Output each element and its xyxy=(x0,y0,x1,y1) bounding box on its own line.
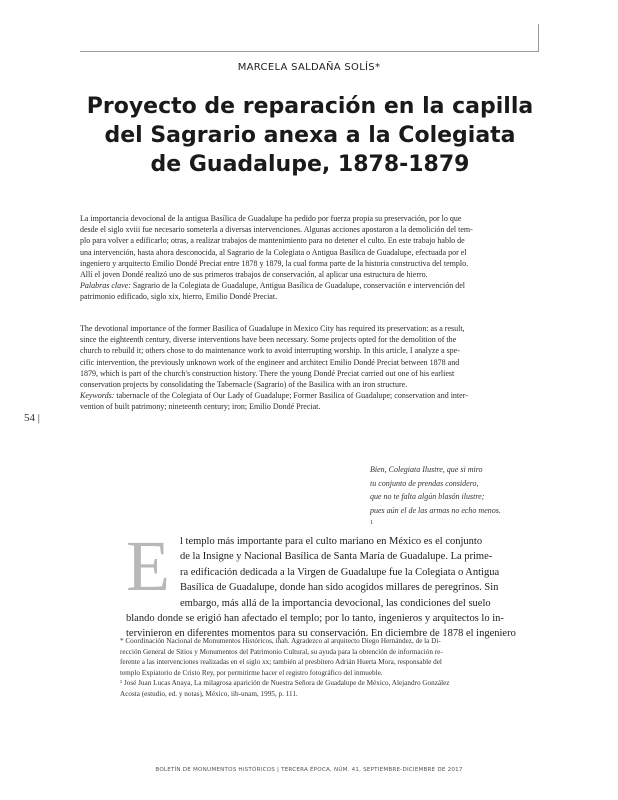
body-line: Basílica de Guadalupe, donde han sido acogidos millares de peregrinos. Sin xyxy=(180,582,499,594)
abstract-line: 1879, which is part of the church's construction history. There the young Dondé Preciat carried out one of his earliest xyxy=(80,368,455,378)
epigraph-line: que no te falta algún blasón ilustre; xyxy=(370,492,485,501)
author-name: MARCELA SALDAÑA SOLÍS* xyxy=(237,62,381,73)
footnote-line: * Coordinación Nacional de Monumentos Históricos, inah. Agradezco al arquitecto Diego Hernández, de la Di- xyxy=(120,637,441,645)
footnote-line: ¹ José Juan Lucas Anaya, La milagrosa aparición de Nuestra Señora de Guadalupe de México, Alejandro González xyxy=(120,679,450,687)
title-line: del Sagrario anexa a la Colegiata xyxy=(104,123,516,148)
abstract-line: desde el siglo xviii fue necesario someterla a diversas intervenciones. Algunas acciones apostaron a la demolición del tem- xyxy=(80,225,473,235)
keywords-text: vention of built patrimony; nineteenth century; iron; Emilio Dondé Preciat. xyxy=(80,402,321,412)
title-line: de Guadalupe, 1878-1879 xyxy=(150,152,470,177)
epigraph xyxy=(370,463,501,532)
abstract-spanish xyxy=(80,213,540,303)
page-number: 54 | xyxy=(24,412,40,424)
abstract-line: The devotional importance of the former Basilica of Guadalupe in Mexico City has required its preservation: as a result, xyxy=(80,324,465,333)
keywords-spanish xyxy=(80,280,540,291)
abstract-line: since the eighteenth century, diverse interventions have been necessary. Some projects opted for the demolition of the xyxy=(80,335,457,345)
abstract-line: Allí el joven Dondé realizó uno de sus primeros trabajos de conservación, al aplicar una estructura de hierro. xyxy=(80,270,428,280)
abstract-line: plo para volver a edificarlo; otras, a realizar trabajos de mantenimiento para no detener el culto. En este trabajo hablo de xyxy=(80,236,465,246)
footnote-ref: 1 xyxy=(370,520,373,526)
abstract-line: church to rebuild it; others chose to do maintenance work to avoid interrupting worship. In this article, I analyze a spe- xyxy=(80,346,460,356)
body-line: l templo más importante para el culto mariano en México es el conjunto xyxy=(180,536,483,547)
header-side-rule xyxy=(538,24,539,52)
footnotes xyxy=(120,636,540,699)
keywords-text: patrimonio edificado, siglo xix, hierro, Emilio Dondé Preciat. xyxy=(80,292,278,302)
abstract-line: una intervención, hasta ahora desconocida, al Sagrario de la Colegiata o Antigua Basílica de Guadalupe, efectuada por el xyxy=(80,247,467,257)
abstract-line: ingeniero y arquitecto Emilio Dondé Preciat entre 1878 y 1879, la cual forma parte de la historia constructiva del templo. xyxy=(80,258,469,268)
journal-footer: BOLETÍN DE MONUMENTOS HISTÓRICOS | TERCERA ÉPOCA, NÚM. 41, SEPTIEMBRE-DICIEMBRE DE 2017 xyxy=(155,767,463,773)
body-line: blando donde se erigió han afectado el templo; por lo tanto, ingenieros y arquitectos lo in- xyxy=(126,613,504,625)
keywords-label: Palabras clave: xyxy=(80,281,131,291)
drop-cap: E xyxy=(126,526,170,606)
footnote-line: Acosta (estudio, ed. y notas), México, iib-unam, 1995, p. 111. xyxy=(120,689,298,698)
keywords-text: tabernacle of the Colegiata of Our Lady of Guadalupe; Former Basilica of Guadalupe; conservation and inter- xyxy=(114,391,468,401)
epigraph-line: tu conjunto de prendas considero, xyxy=(370,478,479,488)
abstract-line: conservation projects by consolidating the Tabernacle (Sagrario) of the Basilica with an iron structure. xyxy=(80,380,408,390)
keywords-label: Keywords: xyxy=(80,391,115,401)
body-text xyxy=(126,534,540,642)
abstract-line: La importancia devocional de la antigua Basílica de Guadalupe ha pedido por fuerza propia su preservación, por lo que xyxy=(80,214,462,223)
footnote-line: templo Expiatorio de Cristo Rey, por permitirme hacer el registro fotográfico del inmueble. xyxy=(120,668,383,677)
footnote-line: rección General de Sitios y Monumentos del Patrimonio Cultural, su ayuda para la obtención de información re- xyxy=(120,647,443,656)
keywords-english xyxy=(80,390,540,401)
body-line: ra edificación dedicada a la Virgen de Guadalupe fue la Colegiata o Antigua xyxy=(180,566,500,578)
abstract-english xyxy=(80,323,540,413)
article-title xyxy=(60,92,560,179)
epigraph-line-text: pues aún el de las armas no echo menos. xyxy=(370,505,501,515)
keywords-text: Sagrario de la Colegiata de Guadalupe, Antigua Basílica de Guadalupe, conservación e intervención del xyxy=(130,281,465,291)
footnote-line: ferente a las intervenciones realizadas en el siglo xx; también al presbítero Adrián Huerta Mora, responsable del xyxy=(120,658,442,666)
abstract-line: cific intervention, the previously unknown work of the engineer and architect Emilio Dondé Preciat between 1878 and xyxy=(80,357,460,367)
title-line: Proyecto de reparación en la capilla xyxy=(86,94,534,119)
epigraph-line: Bien, Colegiata Ilustre, que si miro xyxy=(370,465,483,474)
body-line: embargo, más allá de la importancia devocional, las condiciones del suelo xyxy=(180,597,491,609)
body-line: de la Insigne y Nacional Basílica de Santa María de Guadalupe. La prime- xyxy=(180,551,493,563)
body-line: tervinieron en diferentes momentos para su conservación. En diciembre de 1878 el ingeniero xyxy=(126,628,516,640)
header-rule xyxy=(80,51,538,52)
epigraph-line xyxy=(370,504,501,533)
